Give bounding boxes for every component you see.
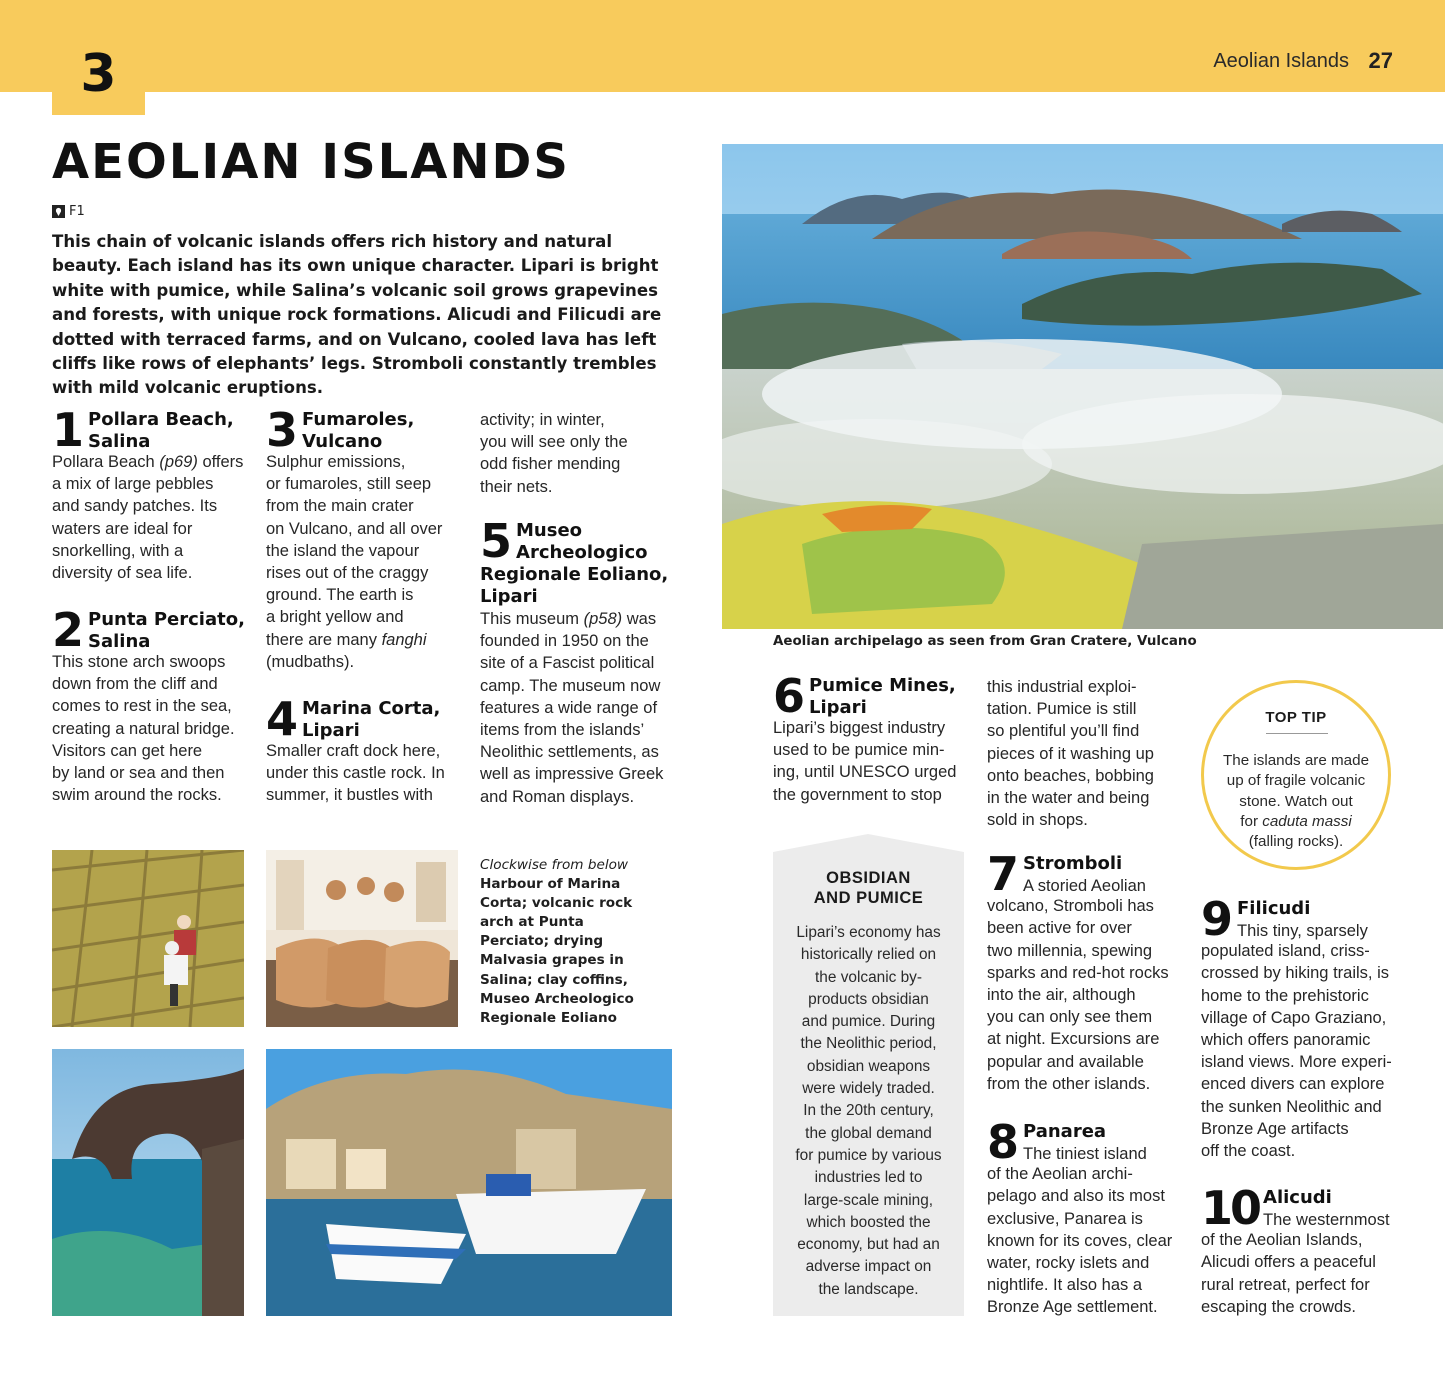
entry-text: Sulphur emissions, or fumaroles, still seep from the main crater on Vulcano, and all over the island the vapour rises out of the craggy ground. The earth is a bright yellow and there are many fanghi (mudbaths). [266, 451, 466, 673]
italic-term: fanghi [381, 630, 427, 649]
entry-line: enced divers can explore [1201, 1075, 1385, 1094]
entry-number: 4 [266, 692, 299, 746]
entry-line: from the main crater [266, 497, 414, 516]
sidebar-title: OBSIDIAN AND PUMICE [813, 869, 924, 907]
entry-line: two millennia, spewing [987, 941, 1153, 960]
entry-line: down from the cliff and [52, 675, 218, 694]
chapter-tab [52, 0, 145, 115]
top-tip-title: TOP TIP [1265, 709, 1327, 726]
entry-number: 9 [1201, 892, 1234, 946]
entry-line: the island the vapour [266, 541, 420, 560]
entry-heading: Punta Perciato, [88, 609, 245, 630]
entry-line: Visitors can get here [52, 741, 203, 760]
entry-number: 8 [987, 1115, 1020, 1169]
entry-text [773, 717, 968, 806]
entry-line: This stone arch swoops [52, 653, 226, 671]
page-number: 27 [1368, 48, 1393, 73]
entry-line: off the coast. [1201, 1142, 1296, 1161]
entry-text [266, 740, 466, 807]
entry-line: the sunken Neolithic and [1201, 1097, 1382, 1116]
entry-heading: Filicudi [1237, 898, 1311, 919]
caption-line: Salina; clay coffins, [480, 971, 628, 988]
entry-text [1201, 940, 1401, 1162]
entry-line: diversity of sea life. [52, 564, 193, 583]
map-grid-code: F1 [69, 204, 85, 219]
entry-pumice-mines-continued [987, 676, 1182, 831]
entry-punta-perciato [52, 603, 257, 806]
entry-line: escaping the crowds. [1201, 1297, 1357, 1316]
entry-line: crossed by hiking trails, is [1201, 964, 1389, 983]
entry-line: rises out of the craggy [266, 564, 429, 583]
entry-heading: Marina Corta, [302, 698, 441, 719]
sidebar-text: Lipari’s economy has historically relied on the volcanic by- products obsidian and pumice. During the Neolithic period, obsidian weapons were widely traded. In the 20th century, the global demand for pumice by various industries led to large-scale mining, which boosted the economy, but had an adverse impact on the landscape. [795, 924, 942, 1298]
entry-text [987, 1163, 1182, 1318]
entry-line: exclusive, Panarea is [987, 1209, 1143, 1228]
entry-line: popular and available [987, 1052, 1144, 1071]
entry-line: waters are ideal for [52, 519, 193, 538]
top-tip-text: The islands are made up of fragile volcanic stone. Watch out for caduta massi (falling rocks). [1222, 752, 1370, 851]
entry-marina-corta [266, 692, 466, 807]
entry-heading: Stromboli [1023, 853, 1123, 874]
entry-line: creating a natural bridge. [52, 719, 235, 738]
entry-line: Pollara Beach [52, 453, 160, 471]
entry-line: features a wide range of [480, 698, 658, 717]
entry-line: tation. Pumice is still [987, 700, 1137, 719]
entry-line: into the air, although [987, 986, 1136, 1005]
entry-line: Sulphur emissions, [266, 453, 406, 471]
entry-heading: Salina [88, 631, 151, 652]
entry-line: of the Aeolian archi- [987, 1165, 1133, 1184]
entry-heading: Lipari [480, 586, 538, 607]
hero-photo-archipelago [722, 144, 1443, 629]
top-tip-rule [1266, 733, 1328, 734]
entry-number: 2 [52, 603, 85, 657]
entry-line: the government to stop [773, 785, 942, 804]
entry-line: and Roman displays. [480, 787, 635, 806]
entry-line: been active for over [987, 919, 1132, 938]
entry-line: (mudbaths). [266, 652, 355, 671]
entry-panarea [987, 1115, 1182, 1319]
entry-heading: Archeologico [516, 542, 648, 563]
entry-heading: Alicudi [1263, 1187, 1332, 1208]
entry-heading: Panarea [1023, 1121, 1107, 1142]
entry-heading: Lipari [809, 697, 867, 718]
entry-line: island views. More experi- [1201, 1053, 1392, 1072]
entry-text: This museum (p58) was founded in 1950 on the site of a Fascist political camp. The museum now features a wide range of items from the islands’ Neolithic settlements, as well as impressive Greek and Roman displays. [480, 608, 680, 808]
top-tip-badge [1201, 680, 1391, 870]
entry-line: founded in 1950 on the [480, 632, 649, 651]
map-reference [52, 204, 85, 219]
entry-line: so plentiful you’ll find [987, 722, 1140, 741]
entry-number: 10 [1201, 1181, 1260, 1235]
entry-line: which offers panoramic [1201, 1031, 1371, 1050]
entry-heading: Fumaroles, [302, 409, 415, 430]
photo-drying-grapes [52, 850, 244, 1027]
entry-line: Alicudi offers a peaceful [1201, 1253, 1376, 1272]
entry-line: onto beaches, bobbing [987, 766, 1154, 785]
entry-line: by land or sea and then [52, 764, 225, 783]
entry-marina-corta-continued [480, 409, 675, 498]
entry-heading: Vulcano [302, 431, 383, 452]
caption-lead: Clockwise from below [480, 857, 629, 873]
entry-text [52, 651, 257, 806]
entry-pollara-beach [52, 403, 252, 584]
entry-number: 5 [480, 514, 513, 568]
entry-line: of the Aeolian Islands, [1201, 1231, 1363, 1250]
sidebar-notch [773, 834, 964, 852]
entry-line: activity; in winter, [480, 411, 605, 429]
running-title: Aeolian Islands [1213, 50, 1349, 72]
entry-line: under this castle rock. In [266, 764, 445, 783]
entry-number: 7 [987, 847, 1020, 901]
entry-line: nightlife. It also has a [987, 1276, 1143, 1295]
page-reference: (p69) [159, 453, 198, 471]
sidebar-obsidian-pumice [773, 834, 964, 1316]
entry-line: used to be pumice min- [773, 741, 945, 760]
entry-text [987, 895, 1182, 1095]
entry-line: ground. The earth is [266, 586, 414, 605]
entry-line: swim around the rocks. [52, 786, 222, 805]
hero-photo-caption: Aeolian archipelago as seen from Gran Cratere, Vulcano [773, 634, 1197, 649]
italic-term: caduta massi [1262, 812, 1352, 830]
entry-number: 3 [266, 403, 299, 457]
entry-line: This tiny, sparsely [1237, 922, 1368, 940]
entry-text [1201, 1229, 1401, 1318]
entry-line: Bronze Age artifacts [1201, 1119, 1349, 1138]
entry-line: known for its coves, clear [987, 1231, 1173, 1250]
photo-punta-perciato-arch [52, 1049, 244, 1316]
entry-line: a bright yellow and [266, 608, 404, 627]
photo-clay-coffins [266, 850, 458, 1027]
entry-fumaroles [266, 403, 466, 673]
entry-line: on Vulcano, and all over [266, 519, 443, 538]
entry-line: in the water and being [987, 789, 1150, 808]
entry-line: summer, it bustles with [266, 786, 433, 805]
entry-line: comes to rest in the sea, [52, 697, 232, 716]
entry-line: volcano, Stromboli has [987, 897, 1154, 916]
entry-number: 6 [773, 669, 806, 723]
entry-line: odd fisher mending [480, 455, 621, 474]
header-band [0, 0, 1445, 92]
entry-line: at night. Excursions are [987, 1030, 1160, 1049]
entry-line: or fumaroles, still seep [266, 475, 432, 494]
entry-line: pelago and also its most [987, 1187, 1165, 1206]
entry-line: you will see only the [480, 433, 628, 452]
entry-line: populated island, criss- [1201, 942, 1370, 961]
entry-number: 1 [52, 403, 85, 457]
caption-line: Harbour of Marina [480, 876, 621, 893]
entry-line: The tiniest island [1023, 1145, 1147, 1163]
entry-line: camp. The museum now [480, 676, 661, 695]
entry-line: from the other islands. [987, 1074, 1151, 1093]
entry-line: a mix of large pebbles [52, 475, 214, 494]
entry-line: rural retreat, perfect for [1201, 1275, 1370, 1294]
entry-stromboli [987, 847, 1182, 1095]
page-title: AEOLIAN ISLANDS [52, 134, 570, 190]
entry-line: Neolithic settlements, as [480, 743, 659, 762]
entry-line: sold in shops. [987, 811, 1088, 830]
chapter-number: 3 [80, 44, 117, 104]
entry-filicudi [1201, 892, 1401, 1162]
entry-alicudi [1201, 1181, 1401, 1318]
entry-heading: Museo [516, 520, 583, 541]
entry-heading: Pumice Mines, [809, 675, 956, 696]
entry-line: this industrial exploi- [987, 678, 1137, 696]
caption-line: Perciato; drying [480, 933, 604, 950]
entry-museo-archeologico [480, 514, 680, 808]
entry-line: well as impressive Greek [480, 765, 664, 784]
entry-line: items from the islands’ [480, 721, 645, 740]
caption-line: Museo Archeologico [480, 990, 634, 1007]
entry-line: sparks and red-hot rocks [987, 963, 1169, 982]
entry-line: their nets. [480, 477, 553, 496]
caption-line: arch at Punta [480, 914, 584, 931]
entry-line: village of Capo Graziano, [1201, 1008, 1387, 1027]
intro-paragraph: This chain of volcanic islands offers rich history and natural beauty. Each island has its own unique character. Lipari is bright white with pumice, while Salina’s volcanic soil grows grapevines and forests, with unique rock formations. Alicudi and Filicudi are dotted with terraced farms, and on Vulcano, cooled lava has left cliffs like rows of elephants’ legs. Stromboli constantly trembles with mild volcanic eruptions. [52, 232, 662, 398]
entry-line: Lipari’s biggest industry [773, 719, 946, 737]
entry-line: A storied Aeolian [1023, 877, 1146, 895]
photo-marina-corta-harbour [266, 1049, 672, 1316]
caption-line: Regionale Eoliano [480, 1009, 618, 1026]
entry-heading: Salina [88, 431, 151, 452]
entry-heading: Regionale Eoliano, [480, 564, 669, 585]
entry-line: Smaller craft dock here, [266, 742, 441, 760]
entry-pumice-mines [773, 669, 968, 806]
entry-line: Bronze Age settlement. [987, 1298, 1158, 1317]
entry-line: site of a Fascist political [480, 654, 655, 673]
entry-heading: Lipari [302, 720, 360, 741]
caption-line: Corta; volcanic rock [480, 895, 633, 912]
photos-caption [480, 856, 650, 1028]
entry-line: pieces of it washing up [987, 744, 1154, 763]
entry-line: water, rocky islets and [987, 1254, 1150, 1273]
caption-line: Malvasia grapes in [480, 952, 624, 969]
entry-line: and sandy patches. Its [52, 497, 218, 516]
page-reference: (p58) [583, 610, 623, 628]
entry-line: snorkelling, with a [52, 541, 184, 560]
entry-text: Pollara Beach (p69) offers a mix of large pebbles and sandy patches. Its waters are ideal for snorkelling, with a diversity of sea life. [52, 451, 252, 584]
map-pin-icon [52, 205, 65, 218]
entry-line: ing, until UNESCO urged [773, 763, 957, 782]
entry-line: The westernmost [1263, 1211, 1390, 1229]
entry-line: home to the prehistoric [1201, 986, 1369, 1005]
entry-line: you can only see them [987, 1008, 1153, 1027]
entry-heading: Pollara Beach, [88, 409, 234, 430]
